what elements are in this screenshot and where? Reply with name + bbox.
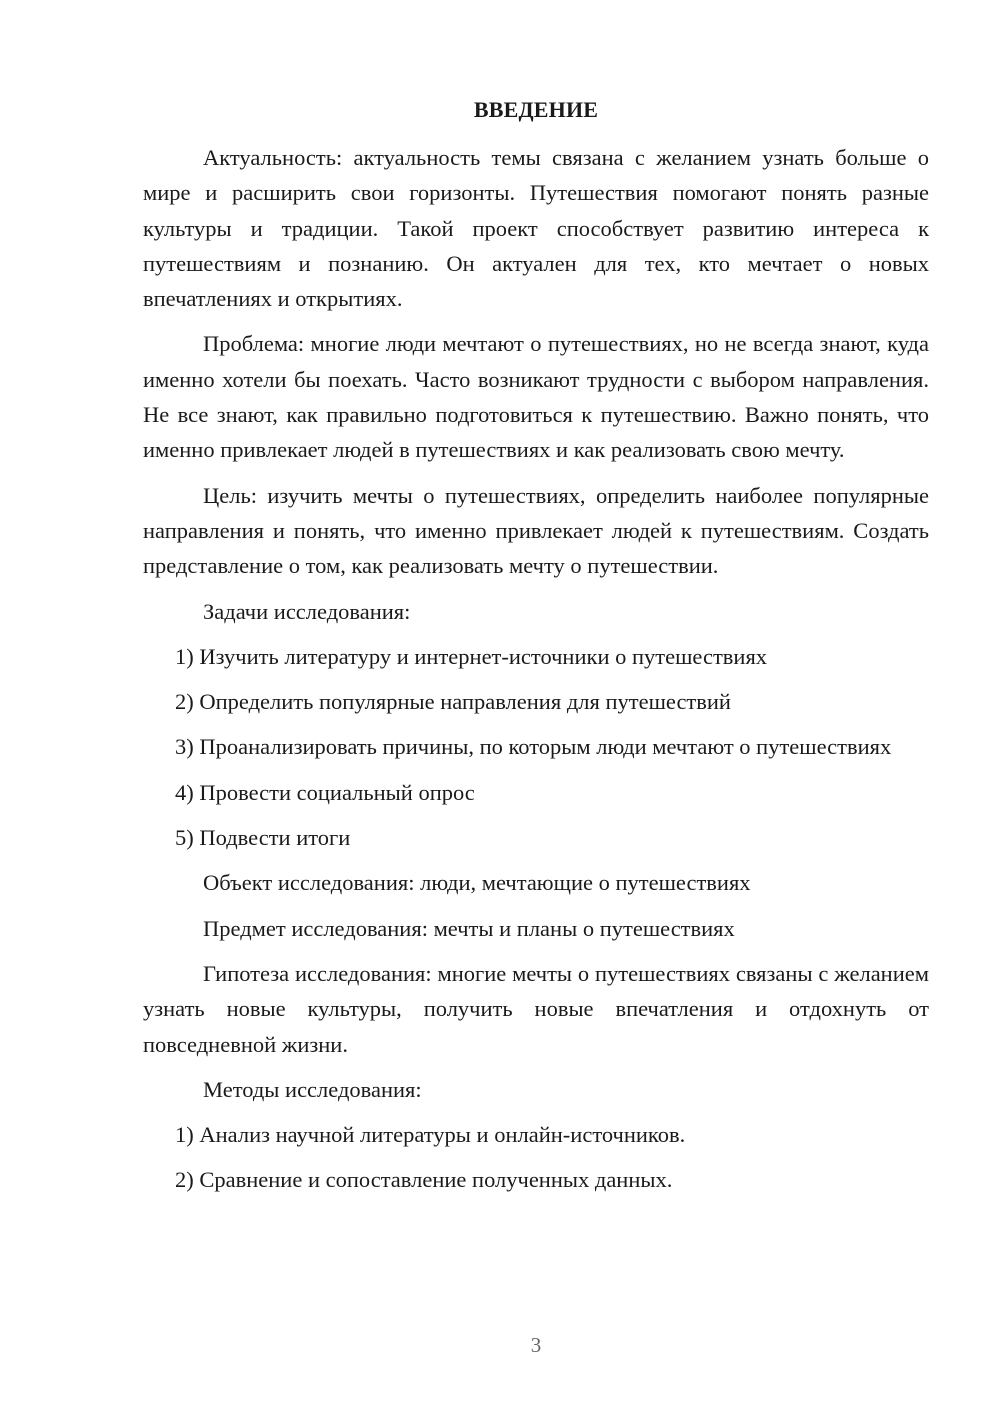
method-item-2: 2) Сравнение и сопоставление полученных данных. [175,1167,673,1193]
research-subject: Предмет исследования: мечты и планы о путешествиях [203,915,735,941]
task-item-2: 2) Определить популярные направления для путешествий [175,689,731,715]
research-object: Объект исследования: люди, мечтающие о путешествиях [203,870,751,896]
problem-paragraph: Проблема: многие люди мечтают о путешествиях, но не всегда знают, куда именно хотели бы поехать. Часто возникают трудности с выбором направления. Не все знают, как правильно подготовиться к путешествию. Важно понять, что именно привлекает людей в путешествиях и как реализовать свою мечту. [143,331,929,463]
goal-paragraph: Цель: изучить мечты о путешествиях, определить наиболее популярные направления и понять, что именно привлекает людей к путешествиям. Создать представление о том, как реализовать мечту о путешествии. [143,482,929,579]
hypothesis-paragraph: Гипотеза исследования: многие мечты о путешествиях связаны с желанием узнать новые культуры, получить новые впечатления и отдохнуть от повседневной жизни. [143,960,929,1057]
page-number: 3 [530,1333,542,1357]
relevance-paragraph: Актуальность: актуальность темы связана с желанием узнать больше о мире и расширить свои горизонты. Путешествия помогают понять разные культуры и традиции. Такой проект способствует развитию интереса к путешествиям и познанию. Он актуален для тех, кто мечтает о новых впечатлениях и открытиях. [143,145,929,312]
task-item-3: 3) Проанализировать причины, по которым люди мечтают о путешествиях [175,734,892,760]
tasks-heading: Задачи исследования: [203,598,411,624]
document-body [143,140,929,1208]
methods-heading: Методы исследования: [203,1076,422,1102]
task-item-5: 5) Подвести итоги [175,825,351,851]
section-title: ВВЕДЕНИЕ [473,97,599,122]
task-item-1: 1) Изучить литературу и интернет-источники о путешествиях [175,643,768,669]
task-item-4: 4) Провести социальный опрос [175,779,475,805]
method-item-1: 1) Анализ научной литературы и онлайн-источников. [175,1122,686,1148]
